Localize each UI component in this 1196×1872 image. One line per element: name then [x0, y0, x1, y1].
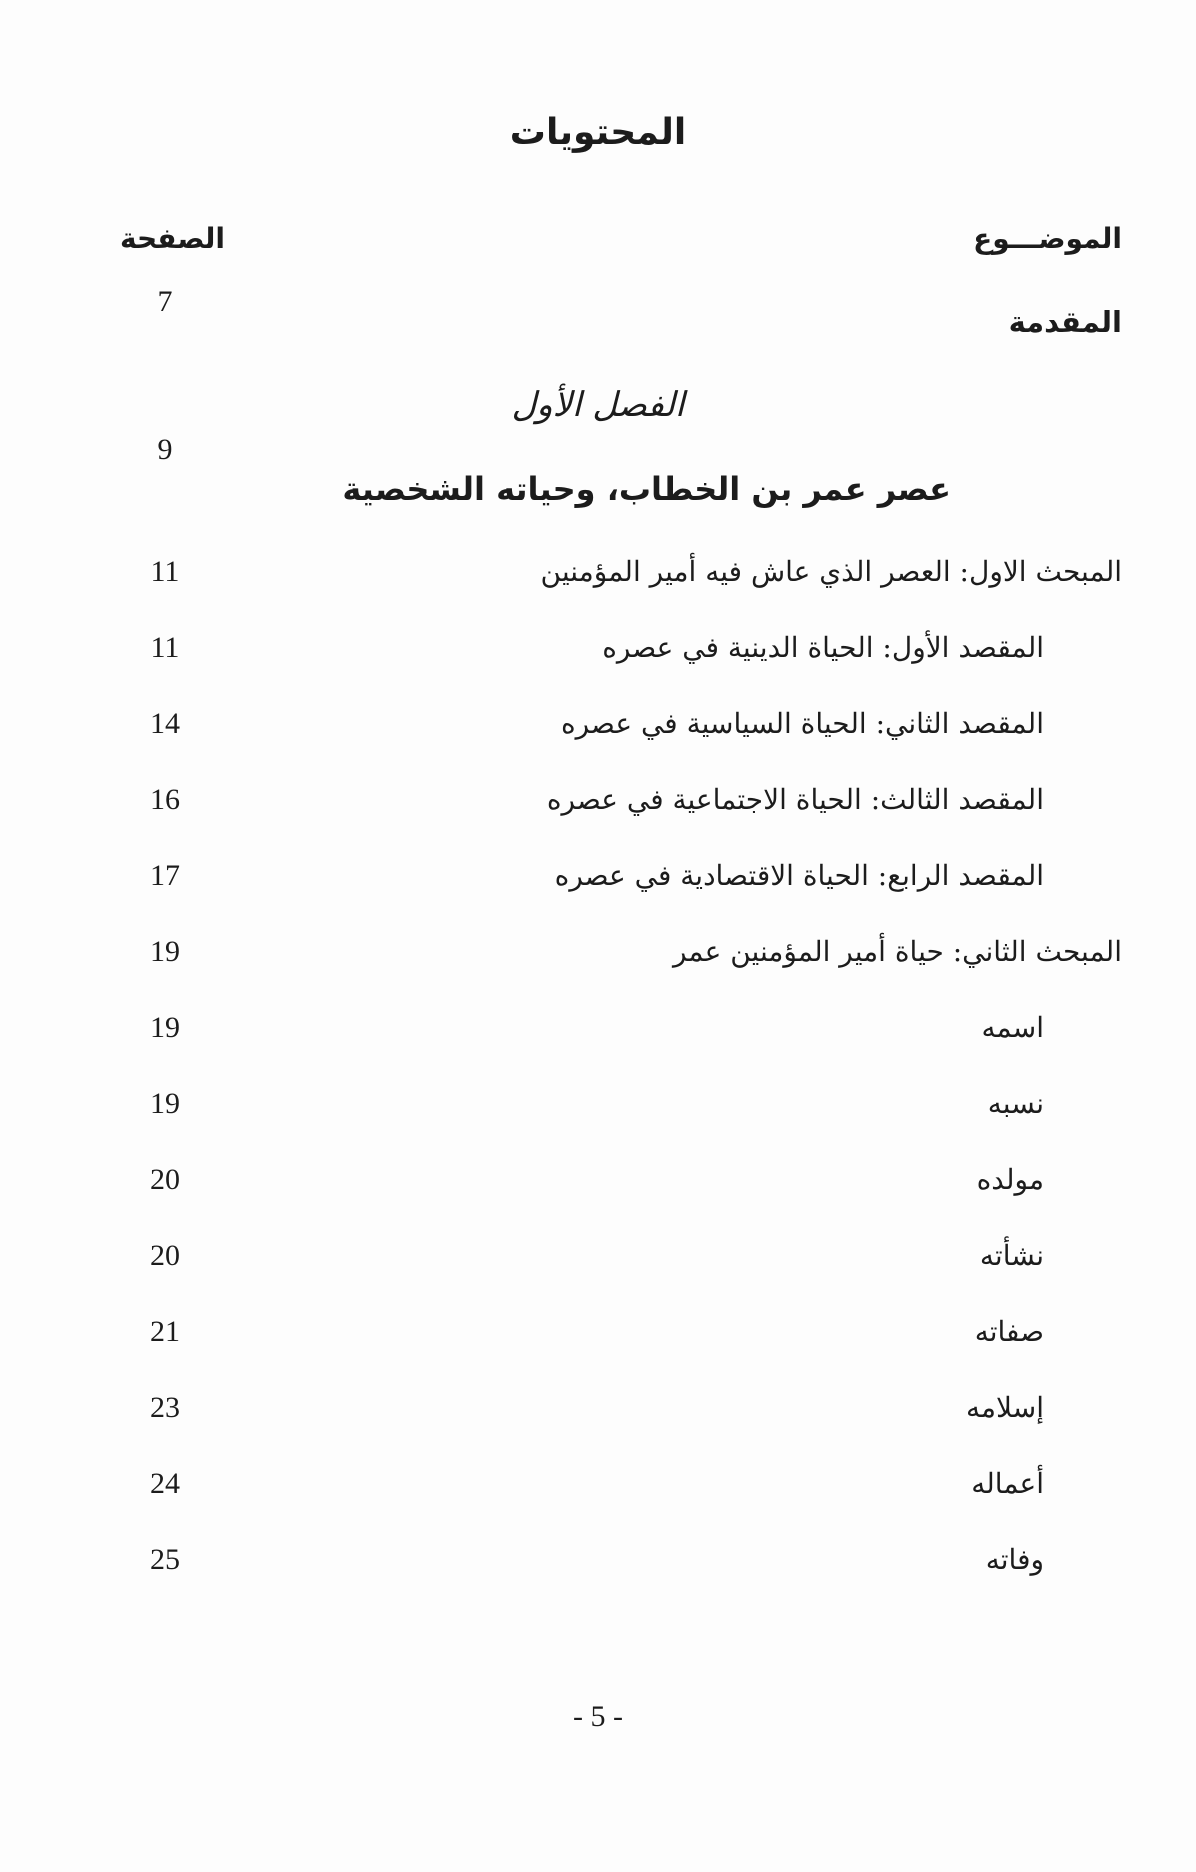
toc-entry-label: المبحث الثاني: حياة أمير المؤمنين عمر — [672, 935, 1122, 968]
toc-entry-page: 24 — [150, 1467, 180, 1500]
toc-entry-label: المقدمة — [1008, 305, 1122, 339]
toc-entry-label: إسلامه — [966, 1391, 1044, 1424]
toc-row — [0, 1530, 1196, 1590]
toc-entry-page: 7 — [157, 285, 173, 318]
chapter-title: عصر عمر بن الخطاب، وحياته الشخصية — [342, 470, 951, 508]
toc-entry-label: المبحث الاول: العصر الذي عاش فيه أمير المؤمنين — [540, 555, 1122, 588]
toc-entry-page: 19 — [150, 935, 180, 968]
toc-entry-page: 20 — [150, 1239, 180, 1272]
toc-row — [0, 998, 1196, 1058]
toc-entry-label: اسمه — [981, 1011, 1044, 1044]
toc-entry-page: 23 — [150, 1391, 180, 1424]
chapter-heading: الفصل الأول — [511, 385, 685, 425]
page-number: - 5 - — [573, 1700, 623, 1733]
toc-entry-label: نشأته — [979, 1239, 1044, 1272]
toc-row — [0, 618, 1196, 678]
toc-row — [0, 694, 1196, 754]
toc-entry-page: 11 — [150, 631, 180, 664]
page-title: المحتويات — [509, 112, 687, 153]
toc-row — [0, 770, 1196, 830]
toc-entry-label: المقصد الثالث: الحياة الاجتماعية في عصره — [546, 783, 1044, 816]
topic-column-header: الموضـــوع — [973, 222, 1122, 255]
toc-row — [0, 922, 1196, 982]
page-column-header: الصفحة — [120, 222, 226, 255]
toc-entry-label: مولده — [976, 1163, 1044, 1196]
toc-entry-label: وفاته — [985, 1543, 1044, 1576]
toc-row-intro — [0, 285, 1196, 352]
toc-row — [0, 1302, 1196, 1362]
toc-entry-page: 19 — [150, 1087, 180, 1120]
toc-entry-page: 21 — [150, 1315, 180, 1348]
toc-entry-label: صفاته — [974, 1315, 1044, 1348]
toc-entry-label: نسبه — [987, 1087, 1044, 1120]
toc-entry-page: 11 — [150, 555, 180, 588]
toc-entry-page: 16 — [150, 783, 180, 816]
toc-entry-page: 14 — [150, 707, 180, 740]
toc-entry-page: 19 — [150, 1011, 180, 1044]
toc-row — [0, 1150, 1196, 1210]
toc-row — [0, 1226, 1196, 1286]
toc-row — [0, 1074, 1196, 1134]
toc-entry-page: 17 — [150, 859, 180, 892]
toc-entry-label: المقصد الأول: الحياة الدينية في عصره — [602, 631, 1044, 664]
toc-entry-page: 25 — [150, 1543, 180, 1576]
toc-row — [0, 1454, 1196, 1514]
toc-entry-label: المقصد الرابع: الحياة الاقتصادية في عصره — [554, 859, 1044, 892]
toc-row — [0, 846, 1196, 906]
toc-row — [0, 1378, 1196, 1438]
toc-entry-label: أعماله — [971, 1467, 1044, 1500]
chapter-page: 9 — [157, 433, 173, 466]
toc-entry-label: المقصد الثاني: الحياة السياسية في عصره — [560, 707, 1044, 740]
toc-entry-page: 20 — [150, 1163, 180, 1196]
toc-row — [0, 542, 1196, 602]
